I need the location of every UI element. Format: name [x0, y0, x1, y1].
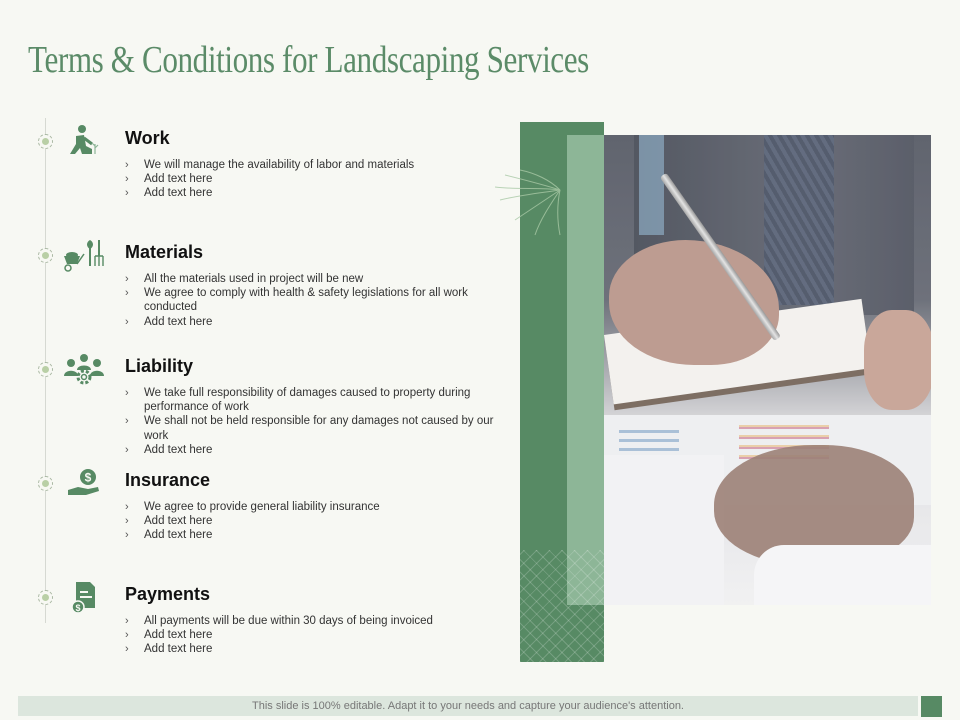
bullet-item: › We will manage the availability of labor and materials — [125, 158, 495, 172]
wheelbarrow-tools-icon — [62, 238, 106, 274]
timeline-dot — [38, 248, 53, 263]
business-meeting-photo — [604, 135, 931, 605]
bullet-item: › All payments will be due within 30 days of being invoiced — [125, 614, 495, 628]
slide-title: Terms & Conditions for Landscaping Services — [28, 39, 589, 81]
hand-dollar-icon — [62, 466, 106, 502]
bullet-list — [125, 158, 495, 201]
timeline-dot — [38, 134, 53, 149]
bullet-item: › Add text here — [125, 514, 495, 528]
palm-leaf-icon — [495, 165, 575, 240]
gardener-kneeling-icon — [62, 124, 106, 160]
bullet-item: › We agree to comply with health & safety legislations for all work conducted — [125, 286, 495, 314]
bullet-item: › All the materials used in project will be new — [125, 272, 495, 286]
bullet-item: › We take full responsibility of damages caused to property during performance of work — [125, 386, 495, 414]
invoice-dollar-icon — [62, 580, 106, 616]
bullet-item: › Add text here — [125, 528, 495, 542]
bullet-item: › We shall not be held responsible for any damages not caused by our work — [125, 414, 495, 442]
bullet-item: › We agree to provide general liability insurance — [125, 500, 495, 514]
bullet-list — [125, 386, 495, 457]
bullet-item: › Add text here — [125, 186, 495, 200]
bullet-item: › Add text here — [125, 628, 495, 642]
timeline-dot — [38, 476, 53, 491]
timeline-dot — [38, 362, 53, 377]
bullet-list — [125, 500, 495, 543]
bullet-item: › Add text here — [125, 642, 495, 656]
bullet-item: › Add text here — [125, 315, 495, 329]
section-title: Insurance — [125, 470, 211, 490]
section-title: Materials — [125, 242, 204, 262]
decorative-lattice-pattern — [520, 550, 604, 662]
timeline-dot — [38, 590, 53, 605]
section-title: Work — [125, 128, 170, 148]
bullet-list — [125, 614, 495, 657]
footer-caption: This slide is 100% editable. Adapt it to your needs and capture your audience's attention. — [18, 696, 918, 716]
footer-accent-square — [921, 696, 942, 717]
svg-text:$: $ — [84, 470, 92, 485]
bullet-list — [125, 272, 495, 329]
section-title: Payments — [125, 584, 211, 604]
svg-text:$: $ — [75, 603, 81, 613]
bullet-item: › Add text here — [125, 172, 495, 186]
section-title: Liability — [125, 356, 194, 376]
team-gear-icon — [62, 352, 106, 388]
bullet-item: › Add text here — [125, 443, 495, 457]
